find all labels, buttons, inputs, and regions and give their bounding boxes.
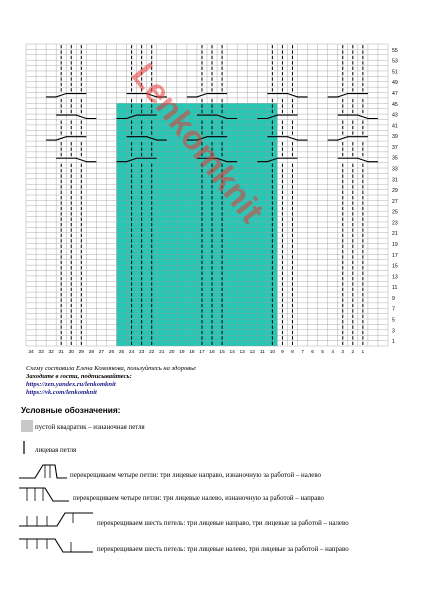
row-number: 55: [392, 47, 398, 54]
cable-6-right-icon: [19, 510, 95, 528]
credit-invite: Заходите в гости, подписывайтесь:: [26, 373, 132, 380]
row-number: 37: [392, 144, 398, 151]
col-number: 1: [361, 350, 365, 355]
legend-item-knit: лицевая петля: [35, 447, 77, 454]
row-number: 53: [392, 58, 398, 65]
row-number: 17: [392, 252, 398, 259]
col-number: 21: [159, 350, 165, 355]
row-number: 31: [392, 177, 398, 184]
col-number: 12: [249, 350, 255, 355]
col-number: 11: [259, 350, 265, 355]
row-number: 43: [392, 112, 398, 119]
row-number: 7: [392, 306, 395, 313]
row-number: 41: [392, 123, 398, 130]
col-number: 27: [98, 350, 105, 355]
col-number: 8: [291, 350, 294, 355]
cable-4-left-icon: [19, 485, 71, 503]
row-number: 1: [392, 339, 395, 346]
col-number: 2: [351, 350, 355, 355]
col-number: 33: [38, 350, 44, 355]
col-number: 4: [331, 350, 335, 355]
col-number: 10: [269, 350, 276, 355]
col-number: 15: [219, 350, 225, 355]
col-number: 3: [341, 350, 345, 355]
col-number: 17: [199, 350, 205, 355]
legend-item-purl: пустой квадратик – изнаночная петля: [35, 424, 145, 431]
row-number: 49: [392, 80, 398, 87]
row-number: 27: [392, 198, 398, 205]
row-number: 51: [392, 69, 398, 76]
col-number: 29: [78, 350, 84, 355]
legend-title: Условные обозначения:: [21, 405, 121, 415]
col-number: 19: [179, 350, 185, 355]
row-number: 29: [392, 188, 398, 195]
col-number: 26: [108, 350, 115, 355]
row-number: 33: [392, 166, 398, 173]
credit-link-vk[interactable]: https://vk.com/lenkomknit: [26, 389, 97, 396]
credit-author: Схему составила Елена Комлякова, пользуйтесь на здоровье: [26, 365, 197, 372]
purl-square-icon: [21, 420, 33, 432]
row-number: 25: [392, 209, 398, 216]
row-number: 19: [392, 241, 398, 248]
col-number: 18: [189, 350, 195, 355]
row-number: 47: [392, 90, 398, 97]
legend-item-cable4-left: перекрещиваем четыре петли: три лицевые налево, изнаночную за работой – направо: [73, 495, 324, 502]
legend-item-cable6-left: перекрещиваем шесть петель: три лицевые налево, три лицевые за работой – направо: [97, 546, 349, 553]
legend-item-cable6-right: перекрещиваем шесть петель: три лицевые направо, три лицевые за работой – налево: [97, 520, 349, 527]
credit-link-zen[interactable]: https://zen.yandex.ru/lenkomknit: [26, 381, 116, 388]
row-number: 11: [392, 285, 398, 292]
row-number: 13: [392, 274, 398, 281]
col-number: 32: [48, 350, 54, 355]
watermark-text: Lenkomknit: [123, 56, 272, 231]
row-number: 35: [392, 155, 398, 162]
col-number: 9: [281, 350, 284, 355]
legend-item-cable4-right: перекрещиваем четыре петли: три лицевые направо, изнаночную за работой – налево: [70, 472, 321, 479]
col-number: 13: [239, 350, 245, 355]
row-number: 9: [392, 295, 395, 302]
row-number: 21: [392, 231, 398, 238]
row-number: 5: [392, 317, 395, 324]
row-number: 39: [392, 134, 398, 141]
col-number: 7: [301, 350, 304, 355]
col-number: 28: [88, 350, 95, 355]
col-number: 16: [209, 350, 215, 355]
col-number: 25: [118, 350, 125, 355]
col-number: 22: [149, 350, 155, 355]
col-number: 30: [68, 350, 74, 355]
col-number: 5: [321, 350, 324, 355]
cable-6-left-icon: [19, 536, 95, 554]
row-number: 15: [392, 263, 398, 270]
row-number: 23: [392, 220, 398, 227]
col-number: 6: [311, 350, 314, 355]
knit-stitch-icon: [21, 440, 27, 456]
col-number: 14: [229, 350, 235, 355]
cable-4-right-icon: [19, 462, 69, 480]
row-number: 45: [392, 101, 398, 108]
col-number: 23: [138, 350, 145, 355]
col-number: 34: [28, 350, 34, 355]
col-number: 31: [58, 350, 64, 355]
col-number: 24: [128, 350, 135, 355]
col-number: 20: [169, 350, 175, 355]
row-number: 3: [392, 328, 395, 335]
